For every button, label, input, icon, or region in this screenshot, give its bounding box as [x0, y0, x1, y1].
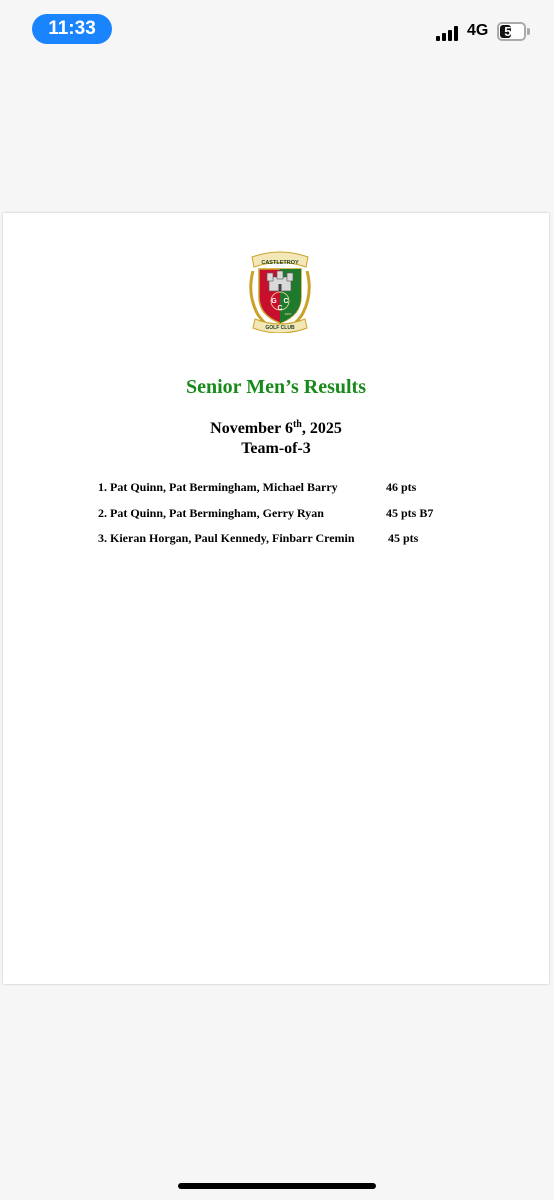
- result-team-names: Pat Quinn, Pat Bermingham, Michael Barry: [110, 480, 338, 494]
- results-document: [3, 213, 549, 984]
- result-rank: 2.: [98, 506, 107, 520]
- cellular-signal-icon: [436, 25, 462, 41]
- result-rank: 1.: [98, 480, 107, 494]
- crest-bottom-text: GOLF CLUB: [265, 325, 295, 331]
- page-title: Senior Men’s Results: [186, 376, 366, 398]
- status-bar: [0, 0, 554, 60]
- event-date-ordinal: th: [292, 419, 302, 430]
- crest-year: 1937: [284, 312, 292, 316]
- competition-format: Team-of-3: [241, 440, 311, 457]
- result-team-names: Kieran Horgan, Paul Kennedy, Finbarr Cremin: [110, 531, 355, 545]
- result-score: 45 pts B7: [386, 506, 434, 520]
- battery-icon: [497, 22, 526, 41]
- result-row: [3, 530, 549, 546]
- event-date: [3, 420, 549, 438]
- crest-initial-1: G: [271, 298, 277, 305]
- result-rank: 3.: [98, 531, 107, 545]
- event-date-day: November 6: [210, 420, 293, 437]
- home-indicator[interactable]: [178, 1183, 376, 1189]
- crest-top-text: CASTLETROY: [261, 260, 299, 266]
- battery-percentage: 52: [504, 24, 519, 39]
- result-row: [3, 505, 549, 521]
- battery-terminal: [527, 28, 530, 35]
- golf-club-crest-logo: [249, 249, 311, 333]
- result-score: 46 pts: [386, 480, 417, 494]
- crest-initial-3: C: [277, 305, 283, 312]
- result-score: 45 pts: [388, 531, 419, 545]
- status-time[interactable]: 11:33: [32, 14, 112, 44]
- result-row: [3, 479, 549, 495]
- crest-initial-2: C: [283, 298, 289, 305]
- network-type: 4G: [467, 22, 489, 39]
- event-date-year: , 2025: [301, 420, 342, 437]
- result-team-names: Pat Quinn, Pat Bermingham, Gerry Ryan: [110, 506, 324, 520]
